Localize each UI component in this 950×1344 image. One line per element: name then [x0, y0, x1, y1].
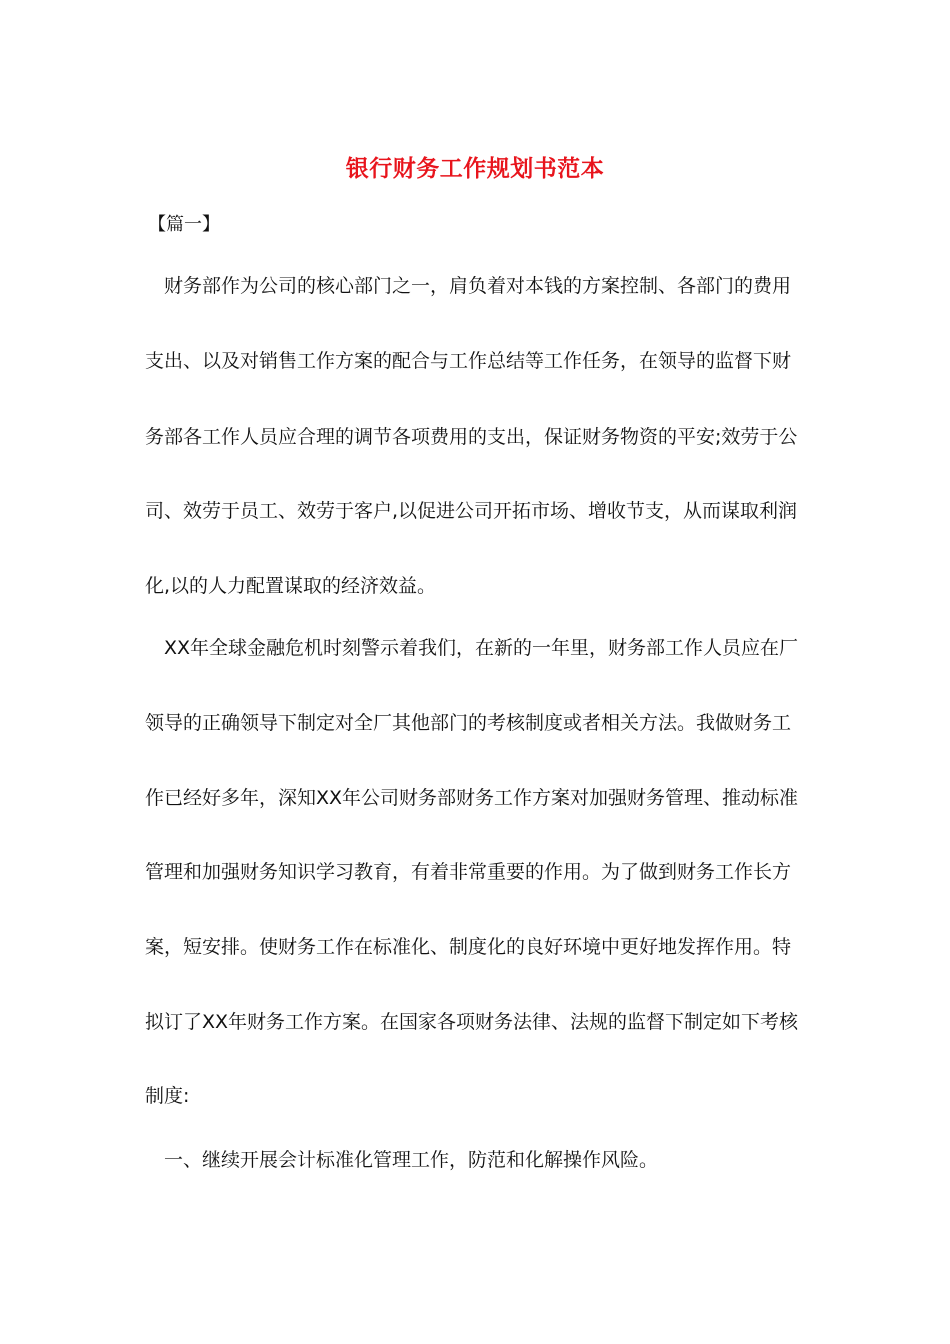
paragraph-line: 支出、以及对销售工作方案的配合与工作总结等工作任务，在领导的监督下财: [145, 350, 792, 372]
paragraph-line: 化,以的人力配置谋取的经济效益。: [145, 575, 437, 597]
paragraph-line: XX年全球金融危机时刻警示着我们，在新的一年里，财务部工作人员应在厂: [164, 637, 799, 659]
list-item-heading: 一、继续开展会计标准化管理工作，防范和化解操作风险。: [164, 1149, 659, 1171]
section-label: 【篇一】: [148, 214, 220, 235]
paragraph-line: 案，短安排。使财务工作在标准化、制度化的良好环境中更好地发挥作用。特: [145, 936, 792, 958]
paragraph-line: 司、效劳于员工、效劳于客户,以促进公司开拓市场、增收节支，从而谋取利润: [145, 500, 798, 522]
paragraph-line: 拟订了XX年财务工作方案。在国家各项财务法律、法规的监督下制定如下考核: [145, 1011, 799, 1033]
paragraph-line: 制度:: [145, 1085, 190, 1107]
paragraph-line: 务部各工作人员应合理的调节各项费用的支出，保证财务物资的平安;效劳于公: [145, 426, 798, 448]
paragraph-line: 作已经好多年，深知XX年公司财务部财务工作方案对加强财务管理、推动标准: [145, 787, 799, 809]
paragraph-line: 领导的正确领导下制定对全厂其他部门的考核制度或者相关方法。我做财务工: [145, 712, 792, 734]
paragraph-line: 管理和加强财务知识学习教育，有着非常重要的作用。为了做到财务工作长方: [145, 861, 792, 883]
paragraph-line: 财务部作为公司的核心部门之一，肩负着对本钱的方案控制、各部门的费用: [164, 275, 792, 297]
document-title: 银行财务工作规划书范本: [345, 155, 605, 182]
